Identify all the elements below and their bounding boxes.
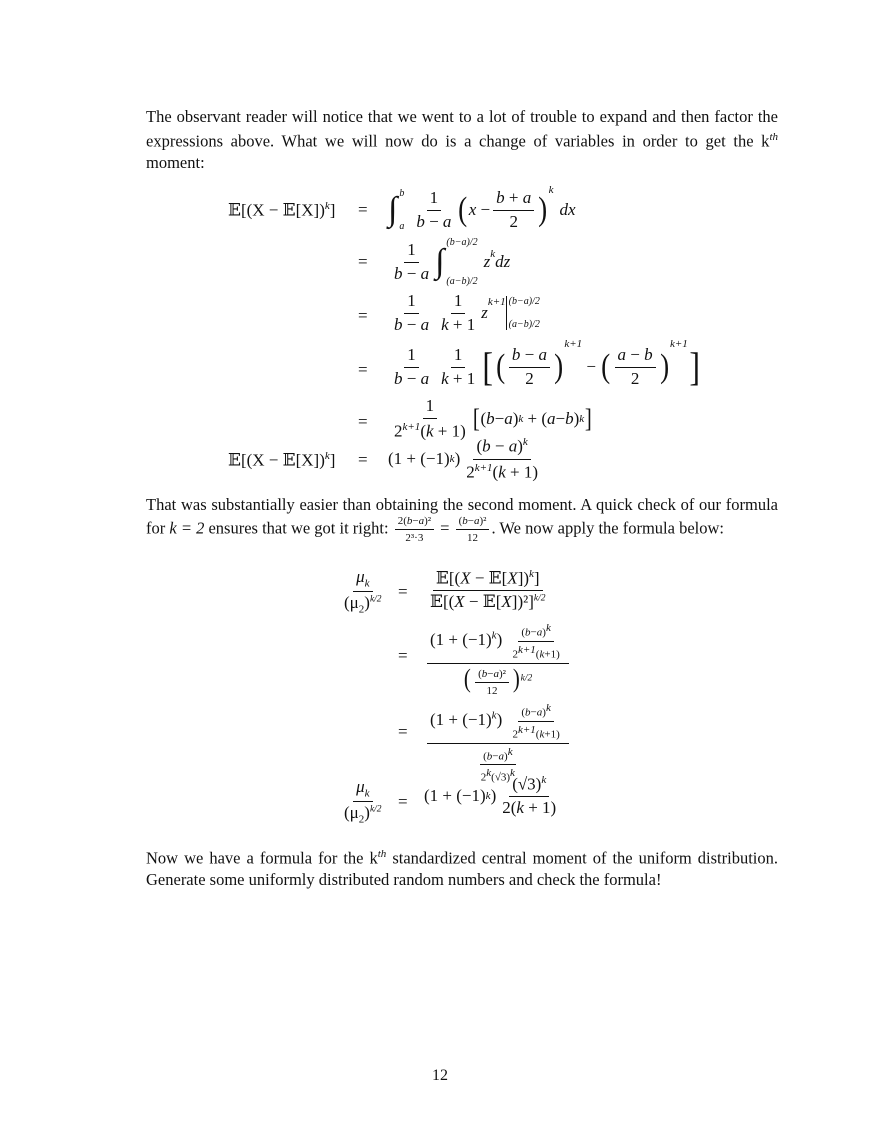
eqb4-lhs: $\frac{\mu_k}{(\mu_2)^{k/2}}$ <box>344 777 382 826</box>
eq1-lhs-text: 𝔼[(X − 𝔼[X]) <box>228 200 325 220</box>
eq1-rhs: ∫ b a $\frac{1}{b - a}$ ( x − $\frac{b + a}{2}$ ) $^k$ dx <box>388 184 576 232</box>
check-text-b: ensures that we got it right: <box>204 518 393 538</box>
eq1-lhs <box>228 200 335 221</box>
eq2-equals: = <box>358 252 368 271</box>
intro-sup: th <box>769 131 778 143</box>
moment-derivation <box>0 180 880 490</box>
eq1-lhs-exp: k <box>324 200 330 212</box>
eqb1-rhs: $\frac{𝔼[(X - 𝔼[X])^k]}{𝔼[(X - 𝔼[X])^2]^{k/2}}$ <box>430 568 546 612</box>
eq6-equals: = <box>358 450 368 469</box>
intro-end: moment: <box>146 152 205 172</box>
eqb3-equals: = <box>398 722 408 741</box>
eq4-rhs: $\frac{1}{b - a}$ $\frac{1}{k + 1}$ [ ( $\frac{b - a}{2}$ ) k+1 − ( $\frac{a - b}{2}$ ) k+1 ] <box>394 338 700 389</box>
conclusion-sup: th <box>377 848 387 860</box>
intro-text: The observant reader will notice that we went to a lot of trouble to expand and then factor the expressions above. What we will now do is a change of variables in order to get the k <box>146 107 778 151</box>
eq4-equals: = <box>358 360 368 379</box>
conclusion-text-b: standardized central moment of the uniform distribution. Generate some uniformly distributed random numbers and check the formula! <box>146 848 778 889</box>
intro-paragraph <box>146 106 778 173</box>
standardized-moment <box>0 560 880 835</box>
eq5-rhs: $\frac{1}{2^{k+1}(k + 1)}$ [ ( b − a ) k + ( a − b ) k ] <box>394 395 592 441</box>
check-frac-right: $\frac{\text{(b−a)²}}{12}$ <box>456 515 490 544</box>
eq6-lhs: 𝔼[(X − 𝔼[X])$^k$] <box>228 450 336 470</box>
check-frac-left: $\frac{\text{2(b−a)²}}{\text{2³·3}}$ <box>395 515 434 544</box>
eqb2-rhs: $(1 + (-1)^k)$ $\frac{(b-a)^k}{2^{k+1}(k+1)}$ ( $\frac{\text{(b−a)²}}{12}$ )$^{k/2}$ <box>424 622 572 697</box>
left-paren: ( <box>458 191 468 228</box>
eqb1-equals: = <box>398 582 408 601</box>
integral-symbol: ∫ <box>388 191 398 228</box>
check-text-a: That was substantially easier than obtaining the second moment. A quick check of our formula for <box>146 495 778 538</box>
conclusion-text-a: Now we have a formula for the k <box>146 848 378 868</box>
right-paren: ) <box>538 191 548 228</box>
eq5-equals: = <box>358 412 368 431</box>
eq6-rhs: (1 + (−1) k ) $\frac{(b - a)^k}{2^{k+1}(k + 1)}$ <box>388 436 539 482</box>
check-paragraph: That was substantially easier than obtaining the second moment. A quick check of our formula for k = 2 ensures that we got it right: $\frac{\text{2(b−a)²}}{\text{2³·3}}$ = $\frac{\text{(b−a)²}}{12}$ . We now apply the formula below: <box>146 495 778 545</box>
eqb1-lhs: $\frac{\mu_k}{(\mu_2)^{k/2}}$ <box>344 567 382 616</box>
eqb2-equals: = <box>398 646 408 665</box>
integral-limits: b a <box>399 188 405 232</box>
page-number: 12 <box>432 1067 448 1084</box>
conclusion-paragraph <box>146 844 778 890</box>
eqb4-rhs: (1 + (−1) k ) $\frac{(√3)^k}{2(k + 1)}$ <box>424 774 557 818</box>
eq1-lhs-close: ] <box>329 200 336 220</box>
eqb3-rhs: $(1 + (-1)^k)$ $\frac{(b-a)^k}{2^{k+1}(k+1)}$ $\frac{(b-a)^k}{2^k(√3)^k}$ <box>424 702 572 784</box>
eq1-equals: = <box>358 200 368 219</box>
eq3-equals: = <box>358 306 368 325</box>
eqb4-equals: = <box>398 792 408 811</box>
check-k: k = 2 <box>169 518 205 538</box>
eq2-rhs: $\frac{1}{b - a}$ ∫ (b−a)/2 (a−b)/2 z $^k$ dz <box>394 237 511 287</box>
eq3-rhs: $\frac{1}{b - a}$ $\frac{1}{k + 1}$ z $^{k+1}$ (b−a)/2 (a−b)/2 <box>394 290 540 334</box>
frac-1-over-b-a: $\frac{1}{b - a}$ <box>416 187 452 231</box>
check-text-c: . We now apply the formula below: <box>491 518 724 538</box>
